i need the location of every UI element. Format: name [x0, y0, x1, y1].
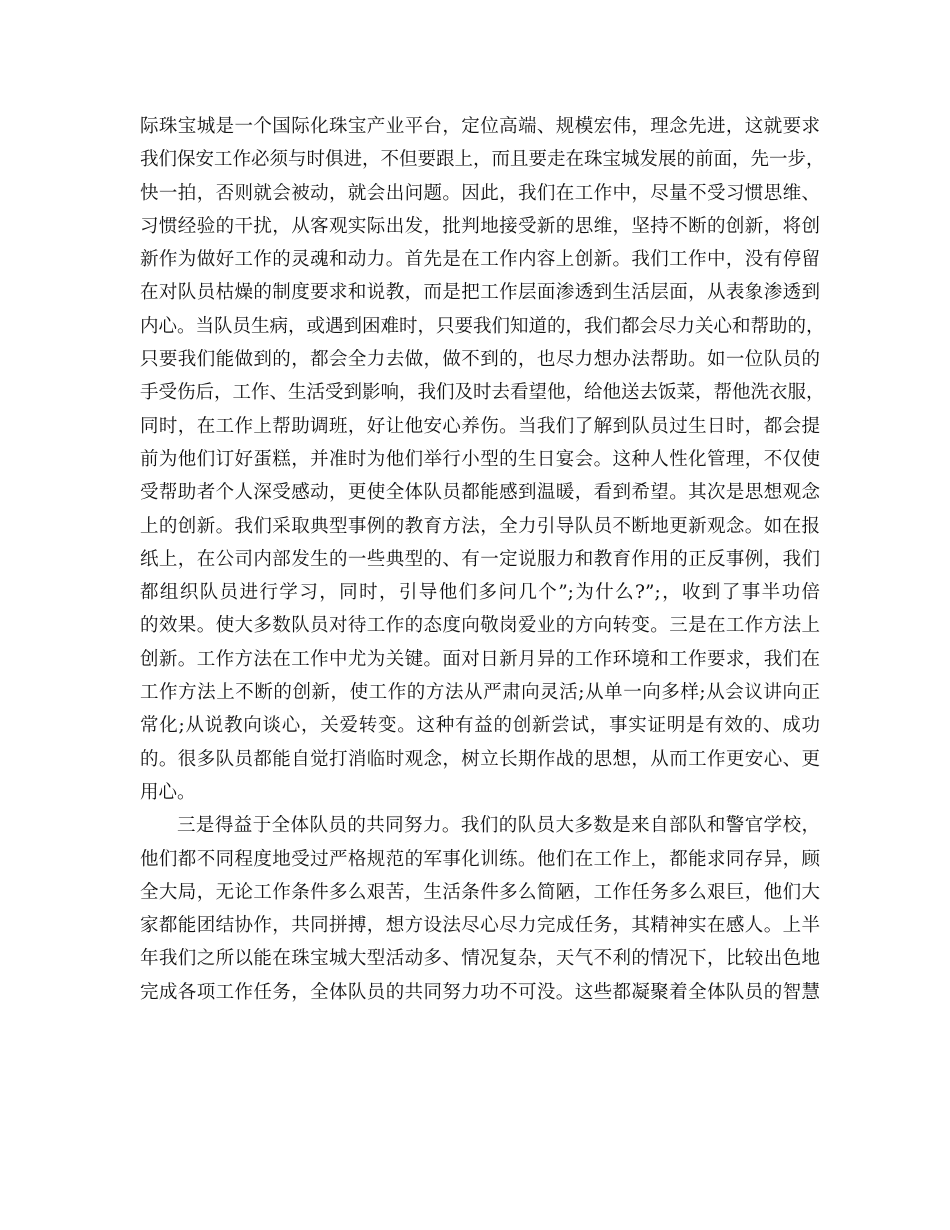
- text-line: 工作方法上不断的创新，使工作的方法从严肃向灵活;从单一向多样;从会议讲向正: [140, 682, 820, 704]
- text-line: 的。很多队员都能自觉打消临时观念，树立长期作战的思想，从而工作更安心、更: [140, 748, 820, 770]
- text-line: 三是得益于全体队员的共同努力。我们的队员大多数是来自部队和警官学校，: [177, 815, 820, 837]
- text-line: 受帮助者个人深受感动，更使全体队员都能感到温暖，看到希望。其次是思想观念: [140, 482, 820, 504]
- text-line: 际珠宝城是一个国际化珠宝产业平台，定位高端、规模宏伟，理念先进，这就要求: [140, 116, 820, 137]
- text-line: 的效果。使大多数队员对待工作的态度向敬岗爱业的方向转变。三是在工作方法上: [140, 615, 820, 637]
- text-line: 家都能团结协作，共同拼搏，想方设法尽心尽力完成任务，其精神实在感人。上半: [140, 915, 820, 937]
- text-line: 习惯经验的干扰，从客观实际出发，批判地接受新的思维，坚持不断的创新，将创: [140, 215, 820, 237]
- text-line: 完成各项工作任务，全体队员的共同努力功不可没。这些都凝聚着全体队员的智慧: [140, 981, 820, 1003]
- text-line: 用心。: [140, 781, 196, 803]
- text-line: 新作为做好工作的灵魂和动力。首先是在工作内容上创新。我们工作中，没有停留: [140, 249, 820, 271]
- text-line: 常化;从说教向谈心，关爱转变。这种有益的创新尝试，事实证明是有效的、成功: [140, 715, 820, 737]
- text-line: 快一拍，否则就会被动，就会出问题。因此，我们在工作中，尽量不受习惯思维、: [140, 182, 820, 204]
- text-line: 内心。当队员生病，或遇到困难时，只要我们知道的，我们都会尽力关心和帮助的，: [140, 315, 825, 337]
- text-line: 创新。工作方法在工作中尤为关键。面对日新月异的工作环境和工作要求，我们在: [140, 648, 820, 670]
- text-line: 前为他们订好蛋糕，并准时为他们举行小型的生日宴会。这种人性化管理，不仅使: [140, 448, 820, 470]
- text-line: 全大局，无论工作条件多么艰苦，生活条件多么简陋，工作任务多么艰巨，他们大: [140, 881, 820, 903]
- text-line: 同时，在工作上帮助调班，好让他安心养伤。当我们了解到队员过生日时，都会提: [140, 415, 820, 437]
- text-line: 手受伤后，工作、生活受到影响，我们及时去看望他，给他送去饭菜，帮他洗衣服，: [140, 382, 825, 404]
- text-line: 在对队员枯燥的制度要求和说教，而是把工作层面渗透到生活层面，从表象渗透到: [140, 282, 820, 304]
- paragraph: [140, 809, 820, 1009]
- paragraph: [140, 110, 825, 809]
- document-body: [140, 110, 825, 1009]
- text-line: 纸上，在公司内部发生的一些典型的、有一定说服力和教育作用的正反事例，我们: [140, 548, 820, 570]
- text-line: 只要我们能做到的，都会全力去做，做不到的，也尽力想办法帮助。如一位队员的: [140, 349, 820, 371]
- text-line: 年我们之所以能在珠宝城大型活动多、情况复杂，天气不利的情况下，比较出色地: [140, 948, 820, 970]
- text-line: 我们保安工作必须与时俱进，不但要跟上，而且要走在珠宝城发展的前面，先一步，: [140, 149, 825, 171]
- text-line: 都组织队员进行学习，同时，引导他们多问几个”;为什么?”;，收到了事半功倍: [140, 582, 820, 604]
- text-line: 上的创新。我们采取典型事例的教育方法，全力引导队员不断地更新观念。如在报: [140, 515, 820, 537]
- text-line: 他们都不同程度地受过严格规范的军事化训练。他们在工作上，都能求同存异，顾: [140, 848, 820, 870]
